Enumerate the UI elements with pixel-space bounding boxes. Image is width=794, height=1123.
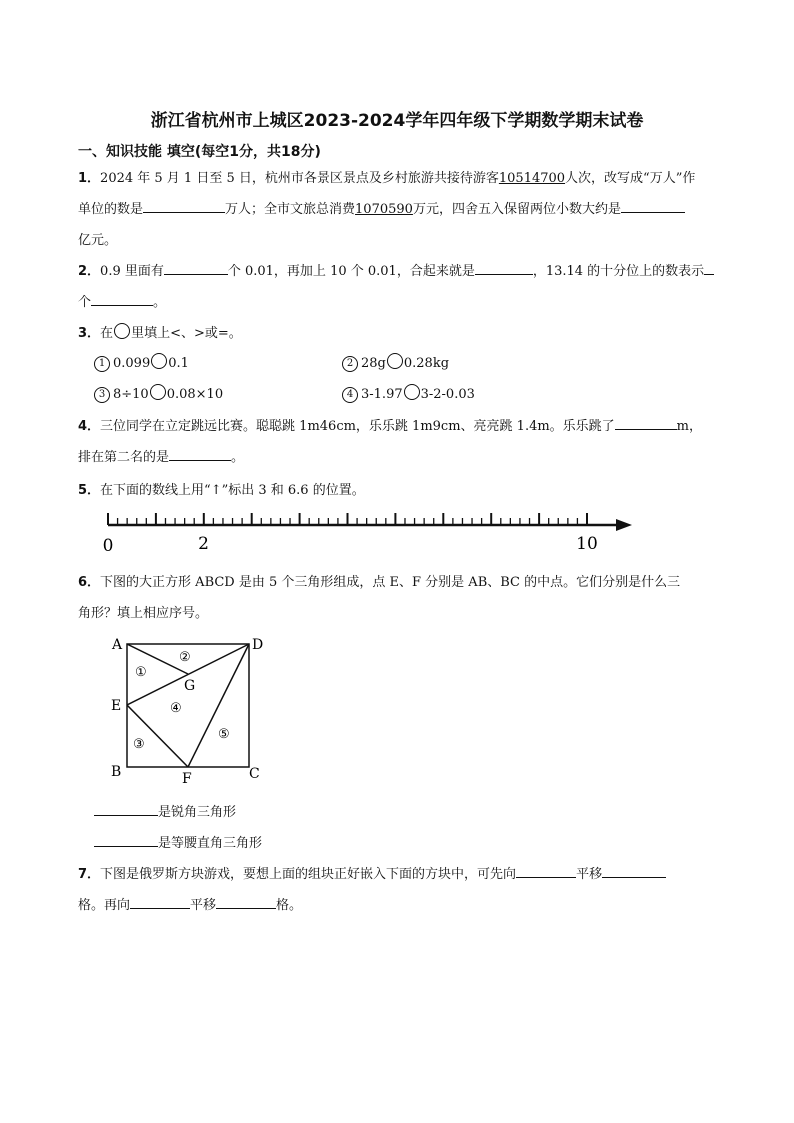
point-f-label: F: [182, 771, 192, 787]
q6-number: 6．: [78, 575, 101, 590]
q3-text-a: 在: [100, 326, 114, 341]
q6-answer-2-text: 是等腰直角三角形: [158, 836, 263, 851]
q4-blank-1[interactable]: [615, 416, 677, 430]
q4-text-b: m，: [676, 419, 702, 434]
number-line[interactable]: [100, 508, 640, 558]
q7-line1: [78, 863, 666, 882]
q3-item-3-left: 8÷10: [113, 387, 149, 402]
q1-text-c: 单位的数是: [78, 202, 144, 217]
tick-label-0: 0: [102, 536, 114, 556]
q7-text-e: 格。: [276, 898, 303, 913]
q1-line1: [78, 167, 695, 186]
q7-blank-1[interactable]: [516, 864, 576, 878]
q3-item-2-left: 28g: [361, 356, 386, 371]
q2-text-a: 0.9 里面有: [100, 264, 164, 279]
q6-text-a: 下图的大正方形 ABCD 是由 5 个三角形组成，点 E、F 分别是 AB、BC 的中点。它们分别是什么三: [100, 575, 681, 590]
point-c-label: C: [249, 766, 260, 782]
q7-number: 7．: [78, 867, 101, 882]
q3-item-3-right: 0.08×10: [166, 387, 224, 402]
q3-item-2: [342, 353, 449, 372]
square-abcd-figure: [100, 630, 275, 790]
q4-line2: [78, 446, 244, 465]
q1-blank-2[interactable]: [621, 199, 685, 213]
q3-item-4: [342, 384, 475, 403]
q5-line1: [78, 479, 365, 498]
q4-text-c: 排在第二名的是: [78, 450, 170, 465]
point-e-label: E: [111, 698, 122, 714]
q2-line1: [78, 260, 714, 279]
q3-item-3: [94, 384, 223, 403]
region-2-label: ②: [179, 650, 191, 665]
q2-line2: [78, 291, 166, 310]
q1-number: 1．: [78, 171, 101, 186]
point-b-label: B: [111, 764, 122, 780]
region-4-label: ④: [170, 701, 182, 716]
q7-blank-3[interactable]: [130, 895, 190, 909]
q2-text-e: 。: [153, 295, 167, 310]
q2-number: 2．: [78, 264, 101, 279]
q6-answer-2: [94, 832, 262, 851]
q7-text-b: 平移: [576, 867, 603, 882]
q3-item-2-mark: 2: [342, 356, 358, 372]
q6-line2: [78, 602, 208, 621]
q1-consumption-number: 1070590: [355, 202, 413, 217]
tick-label-2: 2: [198, 534, 210, 554]
q3-item-4-left: 3-1.97: [361, 387, 403, 402]
segment-fd: [188, 644, 249, 767]
point-d-label: D: [252, 637, 264, 653]
q1-text-f: 亿元。: [78, 233, 118, 248]
q7-text-a: 下图是俄罗斯方块游戏，要想上面的组块正好嵌入下面的方块中，可先向: [100, 867, 517, 882]
section-heading: 一、知识技能 填空(每空1分，共18分): [78, 144, 321, 160]
q3-item-1-left: 0.099: [113, 356, 151, 371]
q1-line3: [78, 229, 117, 248]
q3-item-1-answer-circle[interactable]: [151, 353, 167, 369]
q3-item-4-right: 3-2-0.03: [420, 387, 475, 402]
tick-label-10: 10: [576, 534, 598, 554]
q7-blank-4[interactable]: [216, 895, 276, 909]
q6-blank-1[interactable]: [94, 802, 158, 816]
q5-number: 5．: [78, 483, 101, 498]
q3-item-2-right: 0.28kg: [403, 356, 450, 371]
q7-line2: [78, 894, 302, 913]
q2-blank-3a[interactable]: [704, 261, 714, 275]
q1-text-d: 万人；全市文旅总消费: [225, 202, 356, 217]
q3-item-4-mark: 4: [342, 387, 358, 403]
number-line-ticks: [108, 513, 587, 525]
number-line-arrow-icon: [616, 519, 632, 531]
q7-blank-2[interactable]: [602, 864, 666, 878]
q7-text-d: 平移: [190, 898, 217, 913]
q3-number: 3．: [78, 326, 101, 341]
q4-text-a: 三位同学在立定跳远比赛。聪聪跳 1m46cm，乐乐跳 1m9cm、亮亮跳 1.4m。乐乐跳了: [100, 419, 615, 434]
q4-line1: [78, 415, 702, 434]
q3-item-1-mark: 1: [94, 356, 110, 372]
q3-text-b: 里填上<、>或=。: [131, 326, 242, 341]
q3-item-4-answer-circle[interactable]: [404, 384, 420, 400]
q3-item-3-answer-circle[interactable]: [150, 384, 166, 400]
q6-blank-2[interactable]: [94, 833, 158, 847]
q7-text-c: 格。再向: [78, 898, 131, 913]
q2-blank-2[interactable]: [475, 261, 533, 275]
q6-answer-1-text: 是锐角三角形: [158, 805, 237, 820]
q2-text-c: ，13.14 的十分位上的数表示: [532, 264, 705, 279]
region-5-label: ⑤: [218, 727, 230, 742]
q1-visitors-number: 10514700: [498, 171, 566, 186]
q1-blank-1[interactable]: [143, 199, 225, 213]
page-title: 浙江省杭州市上城区2023-2024学年四年级下学期数学期末试卷: [150, 111, 644, 131]
q6-answer-1: [94, 801, 236, 820]
region-3-label: ③: [133, 737, 145, 752]
point-g-label: G: [184, 678, 196, 694]
q1-text-a: 2024 年 5 月 1 日至 5 日，杭州市各景区景点及乡村旅游共接待游客: [100, 171, 499, 186]
q3-item-3-mark: 3: [94, 387, 110, 403]
q3-item-2-answer-circle[interactable]: [387, 353, 403, 369]
q2-text-d: 个: [78, 295, 92, 310]
q1-line2: [78, 198, 685, 217]
q3-item-1: [94, 353, 189, 372]
q3-item-1-right: 0.1: [168, 356, 189, 371]
q2-blank-1[interactable]: [164, 261, 228, 275]
point-a-label: A: [112, 637, 123, 653]
q4-blank-2[interactable]: [169, 447, 231, 461]
q5-text-a: 在下面的数线上用“↑”标出 3 和 6.6 的位置。: [100, 483, 365, 498]
q2-text-b: 个 0.01，再加上 10 个 0.01，合起来就是: [227, 264, 475, 279]
compare-circle-icon: [114, 323, 130, 339]
q1-text-e: 万元，四舍五入保留两位小数大约是: [412, 202, 621, 217]
q4-text-d: 。: [231, 450, 245, 465]
q4-number: 4．: [78, 419, 101, 434]
q6-text-b: 角形？填上相应序号。: [78, 606, 209, 621]
region-1-label: ①: [135, 665, 147, 680]
q1-text-b: 人次，改写成“万人”作: [565, 171, 696, 186]
q2-blank-3[interactable]: [91, 292, 153, 306]
q6-line1: [78, 571, 680, 590]
q3-line1: [78, 322, 242, 341]
